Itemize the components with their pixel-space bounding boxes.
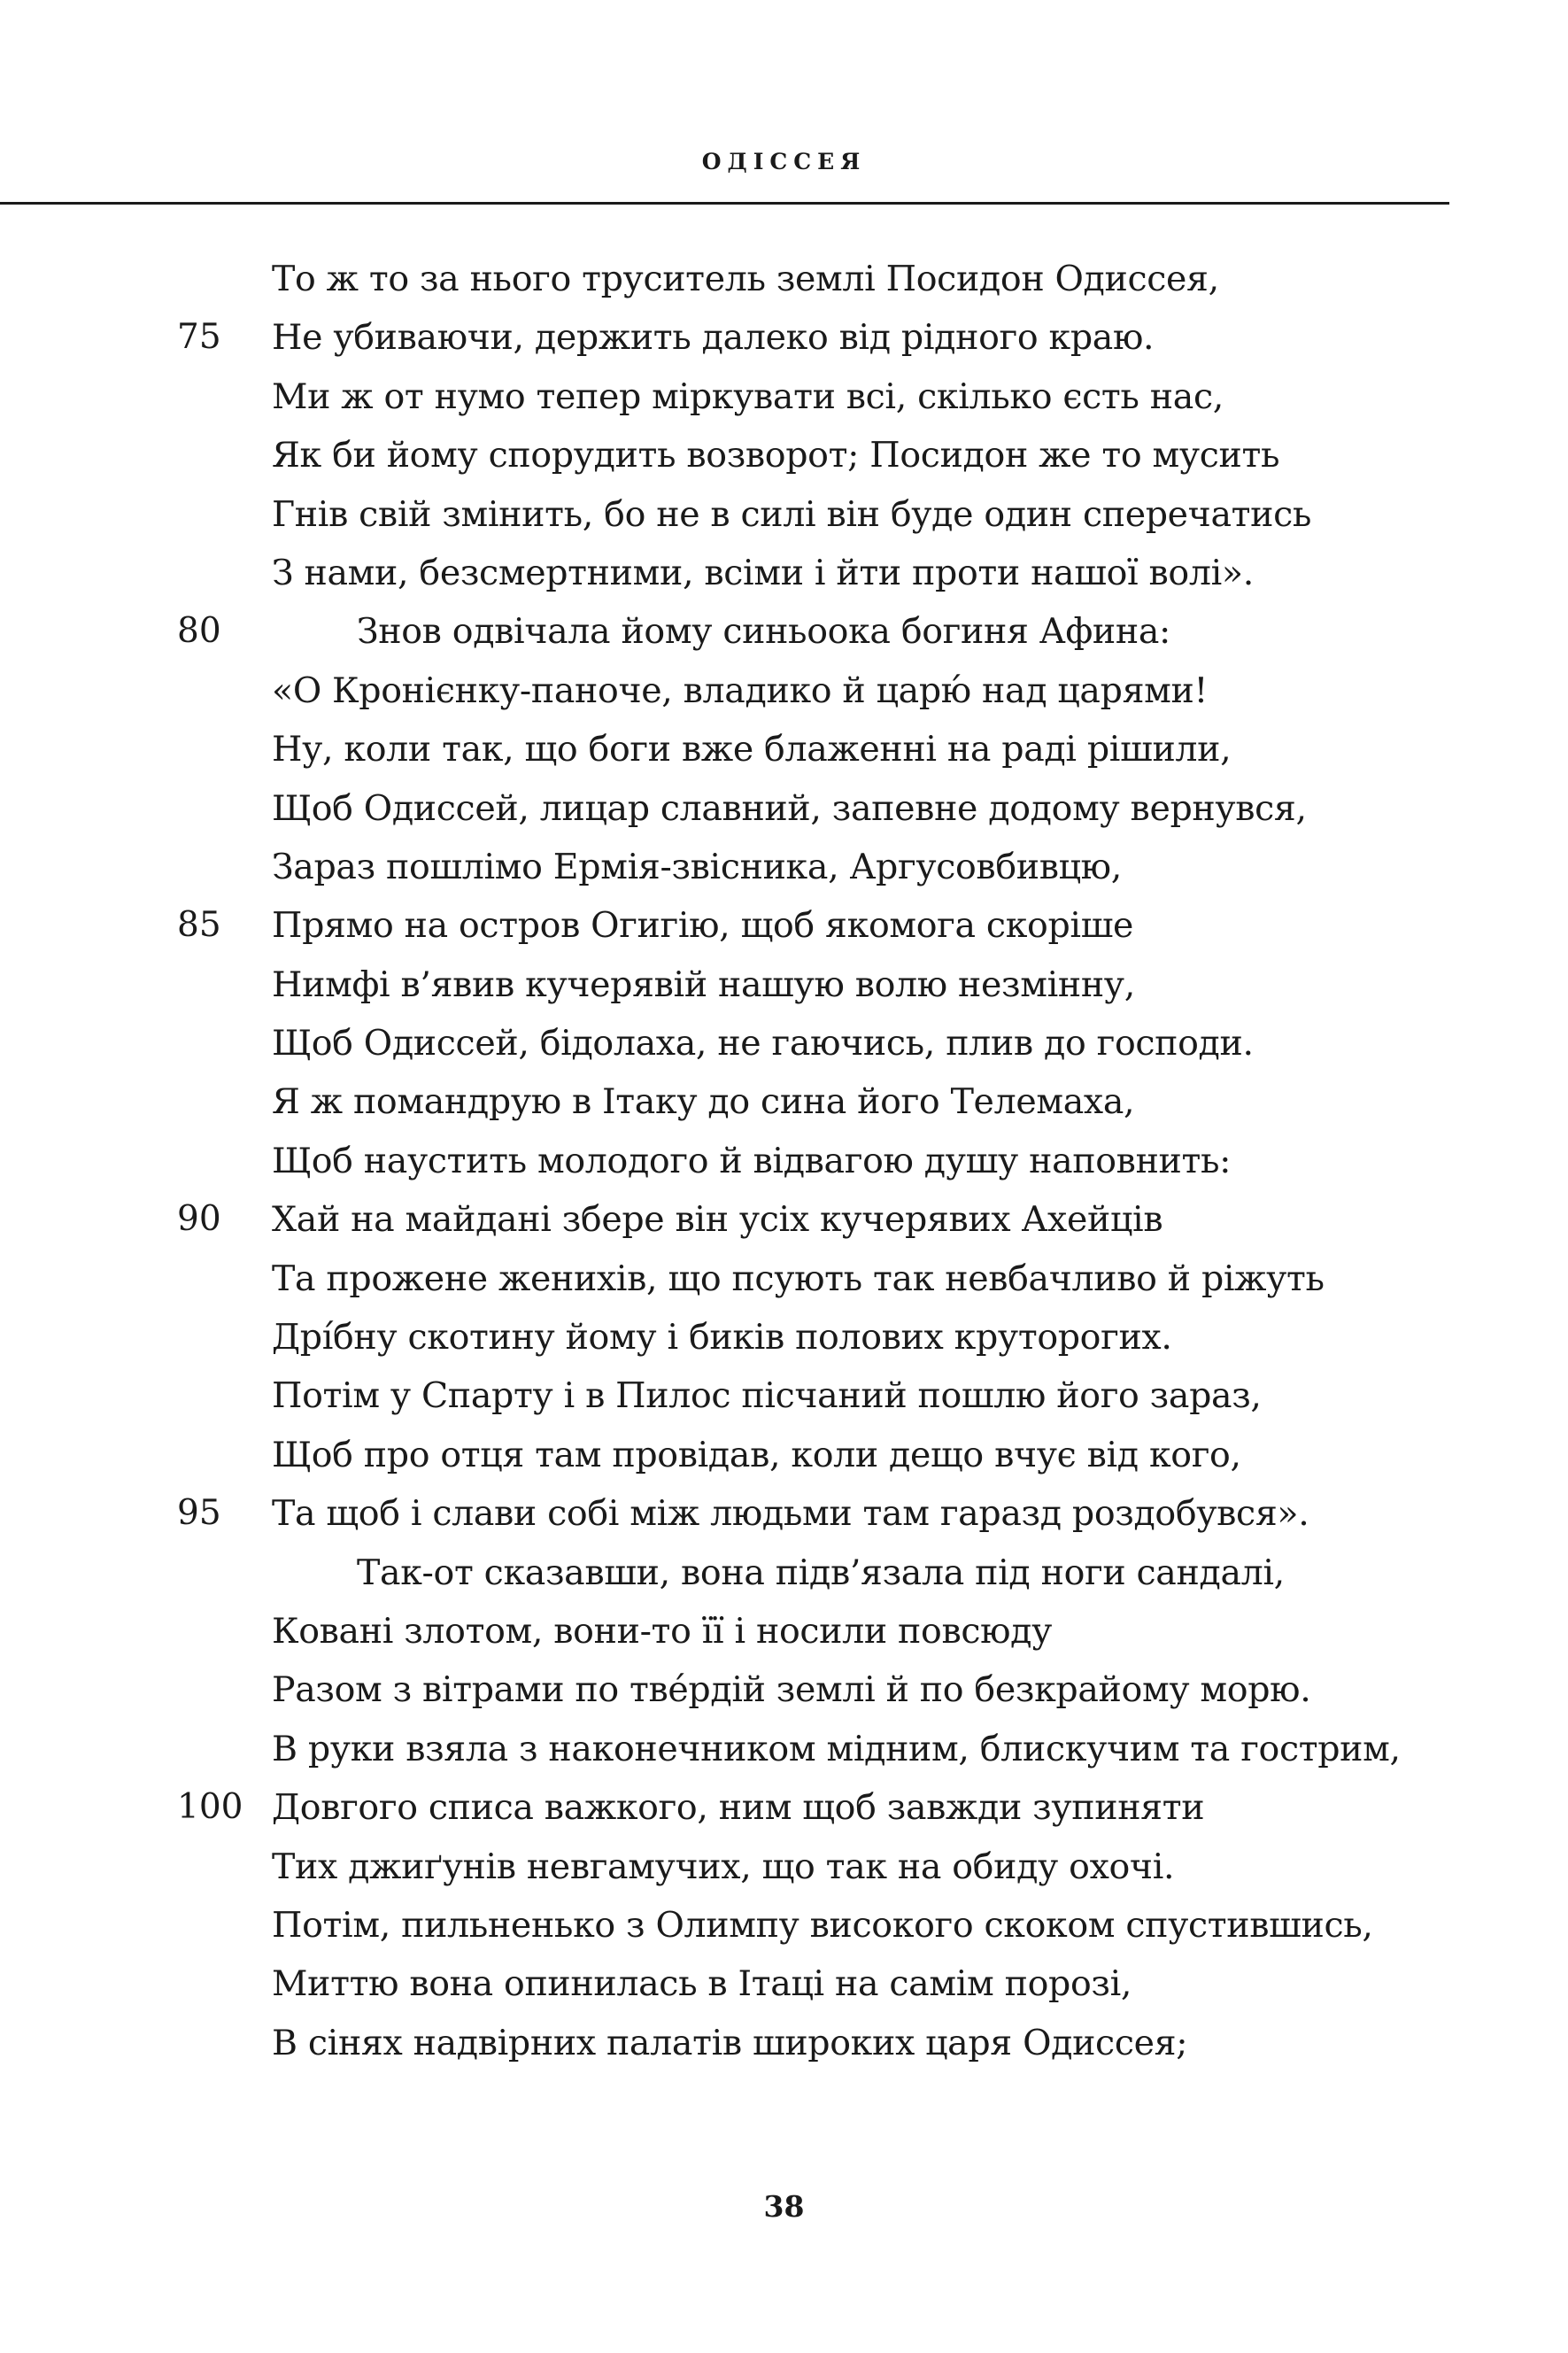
verse-text: Не убиваючи, держить далеко від рідного краю. <box>272 317 1155 359</box>
verse-line <box>0 250 1568 308</box>
verse-text: Та щоб і слави собі між людьми там гаразд роздобувся». <box>272 1493 1309 1535</box>
verse-line <box>0 956 1568 1014</box>
verse-text: Так-от сказавши, вона підв’язала під ноги сандалі, <box>357 1552 1285 1593</box>
line-number: 75 <box>177 317 221 358</box>
verse-line <box>0 1544 1568 1602</box>
verse-text: Прямо на остров Огигію, щоб якомога скоріше <box>272 905 1134 947</box>
verse-text: В сінях надвірних палатів широких царя Одиссея; <box>272 2022 1188 2063</box>
verse-line <box>0 1484 1568 1543</box>
verse-text: Щоб про отця там провідав, коли дещо вчує від кого, <box>272 1434 1241 1475</box>
verse-line <box>0 1602 1568 1660</box>
verse-text: Щоб Одиссей, лицар славний, запевне додому вернувся, <box>272 787 1307 829</box>
verse-line <box>0 1660 1568 1719</box>
running-head: ОДІССЕЯ <box>701 149 867 174</box>
verse-text: Миттю вона опинилась в Ітаці на самім порозі, <box>272 1963 1132 2005</box>
verse-line <box>0 1778 1568 1837</box>
verse-text: Нимфі в’явив кучерявій нашую волю незмінну, <box>272 964 1135 1005</box>
verse-text: Зараз пошлімо Ермія-звісника, Аргусовбивцю, <box>272 846 1122 887</box>
verse-line <box>0 426 1568 484</box>
poem-body <box>0 250 1568 2072</box>
verse-line <box>0 720 1568 778</box>
verse-line <box>0 1190 1568 1249</box>
verse-text: Довгого списа важкого, ним щоб завжди зупиняти <box>272 1787 1205 1829</box>
line-number: 90 <box>177 1199 221 1240</box>
verse-text: Дрі́бну скотину йому і биків полових круторогих. <box>272 1317 1172 1358</box>
verse-text: Разом з вітрами по тве́рдій землі й по безкрайому морю. <box>272 1669 1311 1711</box>
verse-line <box>0 1954 1568 2013</box>
verse-text: Потім, пильненько з Олимпу високого скоком спустившись, <box>272 1904 1373 1946</box>
verse-text: Гнів свій змінить, бо не в силі він буде один сперечатись <box>272 493 1312 535</box>
verse-line <box>0 544 1568 602</box>
verse-line <box>0 485 1568 544</box>
verse-text: Та прожене женихів, що псують так невбачливо й ріжуть <box>272 1258 1325 1299</box>
verse-line <box>0 1132 1568 1190</box>
verse-line <box>0 1308 1568 1366</box>
line-number: 80 <box>177 611 221 652</box>
verse-line <box>0 1366 1568 1425</box>
line-number: 100 <box>177 1787 243 1828</box>
verse-line <box>0 896 1568 955</box>
verse-text: Я ж помандрую в Ітаку до сина його Телемаха, <box>272 1081 1135 1123</box>
verse-line <box>0 602 1568 661</box>
verse-line <box>0 1072 1568 1131</box>
verse-text: «О Кронієнку-паноче, владико й царю́ над царями! <box>272 670 1209 711</box>
page-number: 38 <box>763 2189 805 2224</box>
verse-line <box>0 662 1568 720</box>
verse-line <box>0 838 1568 896</box>
verse-line <box>0 1014 1568 1072</box>
verse-line <box>0 1838 1568 1896</box>
verse-text: Щоб наустить молодого й відвагою душу наповнить: <box>272 1140 1232 1181</box>
line-number: 85 <box>177 905 221 946</box>
verse-line <box>0 1426 1568 1484</box>
verse-line <box>0 1250 1568 1308</box>
verse-line <box>0 308 1568 367</box>
verse-text: Знов одвічала йому синьоока богиня Афина: <box>357 611 1170 653</box>
verse-text: Щоб Одиссей, бідолаха, не гаючись, плив до господи. <box>272 1023 1254 1064</box>
verse-text: Тих джиґунів невгамучих, що так на обиду охочі. <box>272 1846 1175 1887</box>
verse-text: То ж то за нього труситель землі Посидон Одиссея, <box>272 259 1219 299</box>
verse-line <box>0 779 1568 838</box>
header-rule <box>0 202 1449 205</box>
verse-text: З нами, безсмертними, всіми і йти проти нашої волі». <box>272 552 1254 593</box>
verse-line <box>0 1720 1568 1778</box>
verse-text: В руки взяла з наконечником мідним, блискучим та гострим, <box>272 1728 1401 1769</box>
verse-text: Потім у Спарту і в Пилос пісчаний пошлю його зараз, <box>272 1375 1262 1417</box>
line-number: 95 <box>177 1493 221 1534</box>
verse-text: Хай на майдані збере він усіх кучерявих Ахейців <box>272 1199 1163 1241</box>
verse-line <box>0 1896 1568 1954</box>
verse-text: Як би йому спорудить возворот; Посидон же то мусить <box>272 435 1280 476</box>
verse-line <box>0 368 1568 426</box>
verse-line <box>0 2014 1568 2072</box>
verse-text: Ну, коли так, що боги вже блаженні на раді рішили, <box>272 729 1232 770</box>
verse-text: Ми ж от нумо тепер міркувати всі, скілько єсть нас, <box>272 375 1224 417</box>
verse-text: Ковані злотом, вони-то її і носили повсюду <box>272 1610 1053 1652</box>
